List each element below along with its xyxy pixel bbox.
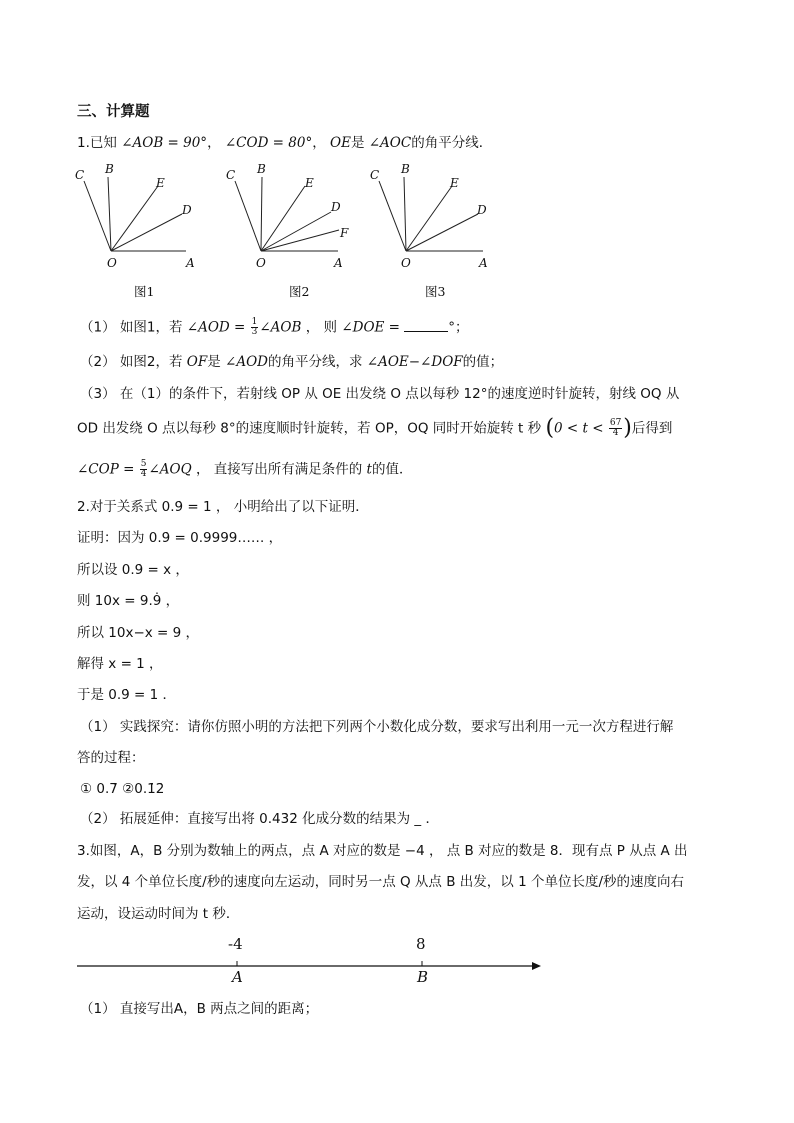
math: t xyxy=(366,461,372,478)
fraction xyxy=(251,318,259,337)
text: （2） 如图2，若 xyxy=(80,354,183,370)
q1-part3-line3 xyxy=(77,460,412,479)
axis-value-a: -4 xyxy=(228,935,243,953)
axis-label-a: A xyxy=(232,968,243,986)
label-o: O xyxy=(256,256,266,270)
q2-proof-line: 证明：因为 0.9̇ = 0.9999…… ， xyxy=(77,530,283,546)
figure-1 xyxy=(84,177,186,251)
axis-label-b: B xyxy=(417,968,429,986)
q1-stem xyxy=(77,134,492,152)
paren-close: ) xyxy=(623,415,632,441)
label-o: O xyxy=(107,256,117,270)
math: ∠AOB xyxy=(259,319,302,336)
text: 的值； xyxy=(462,354,504,370)
q2-part1-items: ① 0.7̇ ②0.1̇2̇ xyxy=(80,781,165,797)
math: ∠AOQ xyxy=(148,461,192,478)
math: ∠AOD xyxy=(225,354,268,370)
q1-figures xyxy=(0,160,794,290)
text: 的值． xyxy=(371,461,413,478)
frac-den: 4 xyxy=(612,428,619,438)
label-o: O xyxy=(401,256,411,270)
fraction xyxy=(140,460,148,479)
q3-part1: （1） 直接写出A，B 两点之间的距离； xyxy=(80,1001,319,1017)
figure-caption-2: 图2 xyxy=(289,284,310,299)
q2-stem: 2.对于关系式 0.9̇ = 1 ， 小明给出了以下证明． xyxy=(77,499,369,515)
q2-proof-line: 所以设 0.9̇ = x ， xyxy=(77,562,189,578)
q2-part1-line1: （1） 实践探究：请你仿照小明的方法把下列两个小数化成分数，要求写出利用一元一次方程进行解 xyxy=(80,719,674,735)
q1-stem-text: 1.已知 xyxy=(77,135,117,151)
q2-part2: （2） 拓展延伸：直接写出将 0.43̇2̇ 化成分数的结果为 _ ． xyxy=(80,811,439,827)
math: 0 < t < xyxy=(554,420,604,437)
text: OD 出发绕 O 点以每秒 8°的速度顺时针旋转，若 OP，OQ 同时开始旋转 t 秒 xyxy=(77,420,542,437)
label-a: A xyxy=(186,256,195,270)
q2-part1-line2: 答的过程： xyxy=(77,750,145,766)
fraction xyxy=(609,419,622,438)
label-a: A xyxy=(479,256,488,270)
paren-open: ( xyxy=(545,415,555,441)
label-a: A xyxy=(334,256,343,270)
q1-stem-sep: ， xyxy=(207,135,221,151)
q1-stem-text: 的角平分线． xyxy=(411,135,493,151)
q2-proof-line: 所以 10x−x = 9 ， xyxy=(77,625,200,641)
label-e: E xyxy=(305,176,314,190)
label-e: E xyxy=(450,176,459,190)
axis-value-b: 8 xyxy=(416,935,426,953)
q1-stem-math: ∠AOC xyxy=(368,135,412,151)
q2-proof-line: 于是 0.9̇ = 1 ． xyxy=(77,687,177,703)
label-c: C xyxy=(370,168,380,182)
frac-num: 1 xyxy=(251,317,258,327)
label-d: D xyxy=(477,203,487,217)
label-b: B xyxy=(257,162,266,176)
q2-proof-line: 则 10x = 9.9̇ ， xyxy=(77,593,180,609)
frac-num: 5 xyxy=(140,459,147,469)
q1-stem-math: ∠COD = 80° xyxy=(224,135,313,151)
section-title: 三、计算题 xyxy=(77,104,150,120)
math: ∠COP = xyxy=(77,461,135,478)
figure-caption-3: 图3 xyxy=(425,284,446,299)
q2-proof-line: 解得 x = 1 ， xyxy=(77,656,163,672)
answer-blank xyxy=(404,319,448,332)
q1-stem-text: 是 xyxy=(350,135,365,151)
arrow-head-icon xyxy=(532,962,541,970)
q3-stem-line1: 3.如图，A，B 分别为数轴上的两点，点 A 对应的数是 −4 ， 点 B 对应的数是 8．现有点 P 从点 A 出 xyxy=(77,843,688,859)
math: ∠AOE−∠DOF xyxy=(366,354,463,370)
text: 后得到 xyxy=(631,420,673,437)
q1-part3-line1: （3） 在（1）的条件下，若射线 OP 从 OE 出发绕 O 点以每秒 12°的速度逆时针旋转，射线 OQ 从 xyxy=(80,386,680,402)
frac-num: 67 xyxy=(609,418,622,428)
text: 的角平分线，求 xyxy=(267,354,363,370)
label-b: B xyxy=(105,162,114,176)
math: ∠DOE = xyxy=(341,319,400,336)
text: （1） 如图1，若 xyxy=(80,319,183,336)
frac-den: 4 xyxy=(140,469,147,479)
figure-caption-1: 图1 xyxy=(134,284,155,299)
q3-stem-line2: 发，以 4 个单位长度/秒的速度向左运动，同时另一点 Q 从点 B 出发，以 1 个单位长度/秒的速度向右 xyxy=(77,874,684,890)
label-b: B xyxy=(401,162,410,176)
q1-stem-math: ∠AOB = 90° xyxy=(121,135,208,151)
number-line xyxy=(0,932,794,992)
text: °； xyxy=(448,319,469,336)
label-e: E xyxy=(156,176,165,190)
text: 是 xyxy=(207,354,221,370)
q1-part2 xyxy=(80,353,503,371)
math: ∠AOD = xyxy=(186,319,246,336)
text: ， 直接写出所有满足条件的 xyxy=(195,461,363,478)
q3-stem-line3: 运动，设运动时间为 t 秒． xyxy=(77,906,240,922)
frac-den: 3 xyxy=(251,327,258,337)
figure-2 xyxy=(235,177,339,251)
q1-part1 xyxy=(80,318,469,337)
math: OF xyxy=(186,354,208,370)
label-f: F xyxy=(340,226,349,240)
q1-part3-line2 xyxy=(77,415,673,441)
label-d: D xyxy=(331,200,341,214)
text: ， 则 xyxy=(305,319,338,336)
q1-stem-math: OE xyxy=(330,135,351,151)
label-c: C xyxy=(75,168,85,182)
label-d: D xyxy=(182,203,192,217)
label-c: C xyxy=(226,168,236,182)
q1-stem-sep: ， xyxy=(312,135,326,151)
figure-3 xyxy=(379,177,483,251)
